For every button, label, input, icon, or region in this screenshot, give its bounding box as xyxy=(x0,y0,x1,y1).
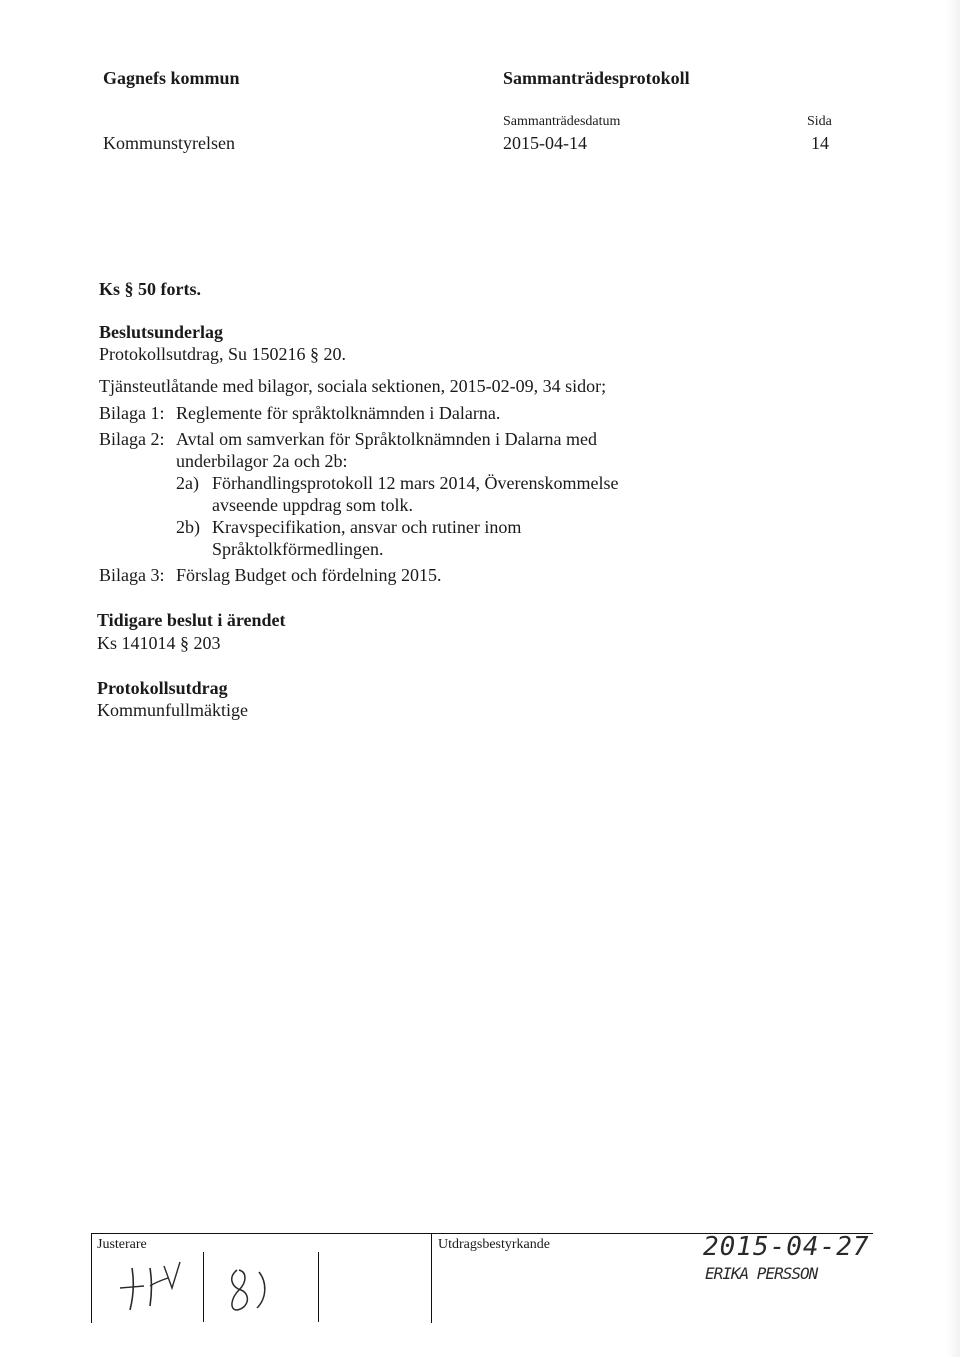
date-label: Sammanträdesdatum xyxy=(503,114,621,129)
date-value: 2015-04-14 xyxy=(503,133,587,153)
tidigare-beslut-text: Ks 141014 § 203 xyxy=(97,633,221,653)
justerare-signature-1 xyxy=(110,1258,190,1318)
footer-mid-rule xyxy=(431,1233,432,1323)
page-label: Sida xyxy=(807,114,832,129)
justerare-signature-2 xyxy=(225,1262,285,1318)
handwritten-date: 2015-04-27 xyxy=(703,1232,870,1262)
justerare-divider-1 xyxy=(203,1252,204,1322)
bilaga3-text: Förslag Budget och fördelning 2015. xyxy=(176,565,442,585)
beslutsunderlag-heading: Beslutsunderlag xyxy=(99,322,224,342)
doc-title: Sammanträdesprotokoll xyxy=(503,68,690,88)
footer-left-rule xyxy=(91,1233,92,1323)
protokollsutdrag-heading: Protokollsutdrag xyxy=(97,678,228,698)
sub-a-label: 2a) xyxy=(176,473,199,493)
bilaga3-label: Bilaga 3: xyxy=(99,565,165,585)
page-number: 14 xyxy=(811,133,829,153)
sub-b-label: 2b) xyxy=(176,517,200,537)
justerare-label: Justerare xyxy=(97,1237,147,1252)
tidigare-beslut-heading: Tidigare beslut i ärendet xyxy=(97,610,286,630)
bilaga2-text-2: underbilagor 2a och 2b: xyxy=(176,451,348,471)
justerare-divider-2 xyxy=(318,1252,319,1322)
scan-edge xyxy=(946,0,960,1357)
department: Kommunstyrelsen xyxy=(103,133,235,153)
sub-a-text-2: avseende uppdrag som tolk. xyxy=(212,495,413,515)
section-title: Ks § 50 forts. xyxy=(99,279,201,299)
bilaga2-label: Bilaga 2: xyxy=(99,429,165,449)
bilaga1-text: Reglemente för språktolknämnden i Dalarna. xyxy=(176,403,501,423)
beslutsunderlag-line-1: Protokollsutdrag, Su 150216 § 20. xyxy=(99,344,347,364)
sub-b-text-2: Språktolkförmedlingen. xyxy=(212,539,384,559)
sub-a-text-1: Förhandlingsprotokoll 12 mars 2014, Överenskommelse xyxy=(212,473,619,493)
sub-b-text-1: Kravspecifikation, ansvar och rutiner inom xyxy=(212,517,522,537)
utdragsbestyrkande-label: Utdragsbestyrkande xyxy=(438,1237,550,1252)
beslutsunderlag-line-2: Tjänsteutlåtande med bilagor, sociala sektionen, 2015-02-09, 34 sidor; xyxy=(99,376,607,396)
bilaga1-label: Bilaga 1: xyxy=(99,403,165,423)
bilaga2-text-1: Avtal om samverkan för Språktolknämnden i Dalarna med xyxy=(176,429,598,449)
org-name: Gagnefs kommun xyxy=(103,68,240,88)
protokollsutdrag-text: Kommunfullmäktige xyxy=(97,700,248,720)
handwritten-name: ERIKA PERSSON xyxy=(705,1264,818,1283)
